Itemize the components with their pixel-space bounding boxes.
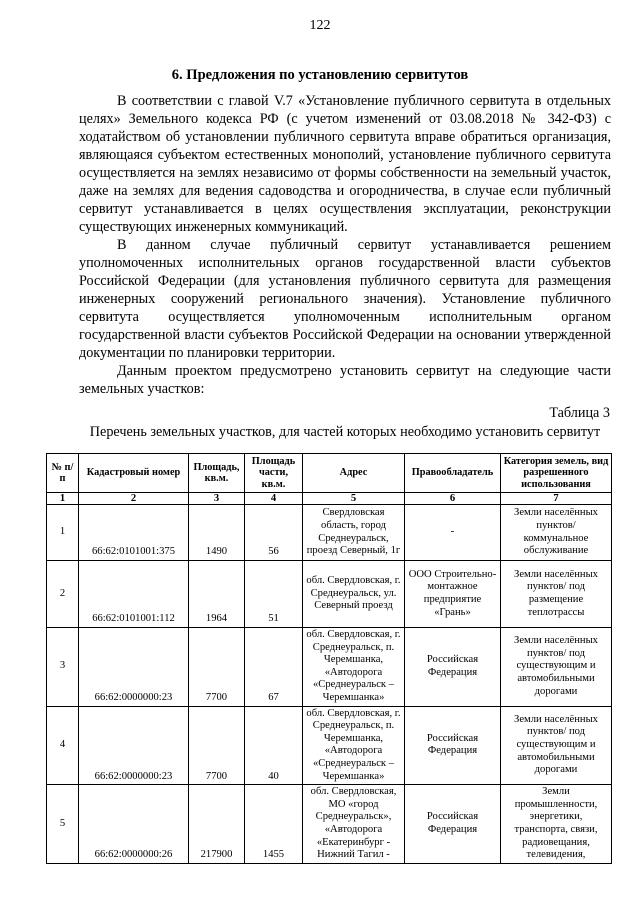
header-cadastral: Кадастровый номер [79,454,189,493]
cell-number: 5 [47,785,79,864]
column-number: 1 [47,493,79,505]
paragraph-2: В данном случае публичный сервитут устанавливается решением уполномоченных исполнительных органов государственной власти субъектов Российской Федерации (для установления публичного сервитута для размещения инженерных сооружений регионального значения). Установление публичного сервитута осуществляется уполномоченным исполнительным органом государственной власти субъектов Российской Федерации на основании утвержденной документации по планировки территории. [79,237,611,361]
table-row [47,561,612,628]
cell-owner: Российская Федерация [405,706,501,785]
cell-part-area: 56 [245,505,303,561]
cell-category: Земли промышленности, энергетики, транспорта, связи, радиовещания, телевидения, [501,785,612,864]
cell-number: 4 [47,706,79,785]
cell-part-area: 67 [245,628,303,707]
page-number: 122 [309,18,331,33]
header-number: № п/п [47,454,79,493]
cell-owner: Российская Федерация [405,785,501,864]
table-row [47,785,612,864]
cell-cadastral: 66:62:0000000:26 [79,785,189,864]
cell-category: Земли населённых пунктов/ коммунальное обслуживание [501,505,612,561]
header-owner: Правообладатель [405,454,501,493]
cell-category: Земли населённых пунктов/ под существующим и автомобильными дорогами [501,628,612,707]
cell-area: 1490 [189,505,245,561]
column-number-row [47,493,612,505]
header-address: Адрес [303,454,405,493]
cell-address: обл. Свердловская, МО «город Среднеуральск», «Автодорога «Екатеринбург - Нижний Тагил - [303,785,405,864]
cell-address: обл. Свердловская, г. Среднеуральск, п. Черемшанка, «Автодорога «Среднеуральск – Черемшанка» [303,628,405,707]
cell-category: Земли населённых пунктов/ под размещение теплотрассы [501,561,612,628]
parcels-table [46,453,612,864]
cell-area: 7700 [189,706,245,785]
cell-cadastral: 66:62:0000000:23 [79,706,189,785]
table-row [47,505,612,561]
cell-category: Земли населённых пунктов/ под существующим и автомобильными дорогами [501,706,612,785]
cell-address: Свердловская область, город Среднеуральск, проезд Северный, 1г [303,505,405,561]
cell-part-area: 40 [245,706,303,785]
table-row [47,706,612,785]
table-header-row [47,454,612,493]
cell-part-area: 51 [245,561,303,628]
cell-number: 1 [47,505,79,561]
cell-area: 1964 [189,561,245,628]
cell-address: обл. Свердловская, г. Среднеуральск, ул. Северный проезд [303,561,405,628]
header-category: Категория земель, вид разрешенного использования [501,454,612,493]
cell-cadastral: 66:62:0101001:112 [79,561,189,628]
header-area: Площадь, кв.м. [189,454,245,493]
table-caption: Перечень земельных участков, для частей которых необходимо установить сервитут [89,424,601,440]
cell-owner: ООО Строительно-монтажное предприятие «Грань» [405,561,501,628]
header-part-area: Площадь части, кв.м. [245,454,303,493]
cell-cadastral: 66:62:0101001:375 [79,505,189,561]
cell-area: 7700 [189,628,245,707]
table-row [47,628,612,707]
column-number: 2 [79,493,189,505]
column-number: 6 [405,493,501,505]
cell-area: 217900 [189,785,245,864]
paragraph-1: В соответствии с главой V.7 «Установление публичного сервитута в отдельных целях» Земельного кодекса РФ (с учетом изменений от 03.08.2018 № 342-ФЗ) с ходатайством об установлении публичного сервитута вправе обратиться организация, являющаяся субъектом естественных монополий, установление публичного сервитута осуществляется на землях независимо от формы собственности на земельный участок, даже на землях для ведения садоводства и огородничества, в случае если публичный сервитут устанавливается в целях осуществления эксплуатации, реконструкции существующих инженерных коммуникаций. [79,93,611,235]
column-number: 3 [189,493,245,505]
body-text [79,92,611,398]
table-label: Таблица 3 [549,405,610,421]
column-number: 7 [501,493,612,505]
cell-number: 3 [47,628,79,707]
section-title: 6. Предложения по установлению сервитутов [171,67,469,83]
paragraph-3: Данным проектом предусмотрено установить сервитут на следующие части земельных участков: [79,363,611,397]
cell-cadastral: 66:62:0000000:23 [79,628,189,707]
column-number: 5 [303,493,405,505]
cell-owner: - [405,505,501,561]
cell-address: обл. Свердловская, г. Среднеуральск, п. Черемшанка, «Автодорога «Среднеуральск – Черемшанка» [303,706,405,785]
cell-part-area: 1455 [245,785,303,864]
column-number: 4 [245,493,303,505]
cell-owner: Российская Федерация [405,628,501,707]
cell-number: 2 [47,561,79,628]
